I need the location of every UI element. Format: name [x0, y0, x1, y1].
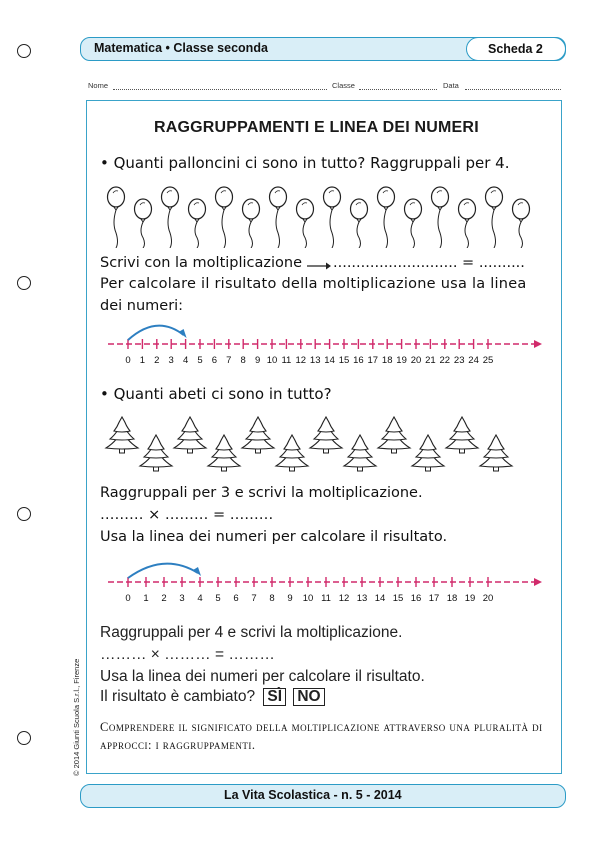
write-mult-blank: ........................... = ..........	[333, 255, 525, 271]
number-line-label: 19	[396, 355, 407, 366]
instr-line-2: dei numeri:	[100, 298, 184, 314]
balloon-icon	[243, 199, 260, 248]
number-line-label: 15	[392, 593, 404, 604]
blank-equation-1: ……… × ……… = ………	[100, 507, 274, 523]
fir-tree-icon	[378, 417, 410, 453]
learning-objective	[100, 718, 555, 754]
result-changed-row	[100, 688, 325, 706]
jump-arrowhead	[179, 329, 187, 338]
number-line-label: 24	[468, 355, 479, 366]
balloon-icon	[216, 187, 233, 248]
fir-tree-icon	[446, 417, 478, 453]
binder-hole-4	[17, 731, 31, 745]
binder-hole-1	[17, 44, 31, 58]
objective-line-1: Comprendere il significato della moltiplicazione attraverso una pluralità di	[100, 720, 543, 734]
number-line-label: 18	[446, 593, 458, 604]
number-line-label: 25	[482, 355, 494, 366]
group-by-4-instr: Raggruppali per 4 e scrivi la moltiplicazione.	[100, 624, 403, 641]
use-number-line-2: Usa la linea dei numeri per calcolare il risultato.	[100, 668, 425, 685]
binder-hole-3	[17, 507, 31, 521]
date-label: Data	[443, 81, 459, 90]
number-line-label: 4	[182, 355, 189, 366]
number-line-label: 16	[353, 355, 364, 366]
group-by-3-instr: Raggruppali per 3 e scrivi la moltiplicazione.	[100, 485, 423, 501]
number-line-arrowhead	[534, 340, 542, 348]
number-line-label: 16	[410, 593, 422, 604]
fir-tree-icon	[106, 417, 138, 453]
number-line-label: 6	[233, 593, 239, 604]
number-line-label: 9	[287, 593, 293, 604]
balloon-icon	[378, 187, 395, 248]
name-label: Nome	[88, 81, 109, 90]
number-line-label: 17	[428, 593, 440, 604]
write-mult-label: Scrivi con la moltiplicazione	[100, 255, 303, 271]
fir-tree-icon	[174, 417, 206, 453]
footer-text: La Vita Scolastica - n. 5 - 2014	[224, 788, 402, 802]
number-line-label: 0	[125, 593, 131, 604]
number-line-label: 19	[464, 593, 476, 604]
header-subject: Matematica • Classe seconda	[94, 41, 268, 55]
number-line-label: 20	[482, 593, 494, 604]
number-line-label: 18	[381, 355, 393, 366]
number-line-label: 10	[266, 355, 278, 366]
balloon-icon	[432, 187, 449, 248]
number-line-label: 2	[154, 355, 160, 366]
fir-tree-icon	[310, 417, 342, 453]
number-line-label: 23	[453, 355, 465, 366]
fir-trees-illustration	[104, 416, 524, 478]
number-line-label: 20	[410, 355, 422, 366]
number-line-label: 11	[321, 593, 331, 604]
arrow-icon	[307, 261, 331, 271]
number-line-label: 12	[338, 593, 350, 604]
number-line-label: 7	[226, 355, 232, 366]
fir-tree-icon	[344, 435, 376, 471]
balloon-icon	[351, 199, 368, 248]
balloon-icon	[162, 187, 179, 248]
copyright-note: © 2014 Giunti Scuola S.r.l., Firenze	[72, 658, 81, 776]
sheet-label: Scheda 2	[488, 42, 543, 56]
number-line-label: 14	[324, 355, 335, 366]
number-line-label: 12	[295, 355, 307, 366]
balloon-icon	[513, 199, 530, 248]
jump-arc	[128, 326, 184, 340]
balloons-illustration	[104, 186, 544, 248]
number-line-label: 10	[302, 593, 314, 604]
use-number-line-1: Usa la linea dei numeri per calcolare il risultato.	[100, 529, 448, 545]
yes-box[interactable]: SÌ	[263, 688, 286, 706]
number-line-label: 4	[197, 593, 203, 604]
number-line-label: 5	[215, 593, 221, 604]
number-line-label: 6	[211, 355, 218, 366]
page-title: RAGGRUPPAMENTI E LINEA DEI NUMERI	[154, 119, 479, 136]
number-line-label: 15	[338, 355, 350, 366]
number-line-20	[100, 556, 546, 610]
number-line-25	[100, 318, 546, 372]
number-line-label: 3	[179, 593, 185, 604]
number-line-label: 13	[356, 593, 368, 604]
fir-tree-icon	[242, 417, 274, 453]
number-line-label: 1	[143, 593, 149, 604]
number-line-label: 14	[374, 593, 386, 604]
fir-tree-icon	[412, 435, 444, 471]
balloon-icon	[405, 199, 422, 248]
number-line-label: 13	[309, 355, 321, 366]
number-line-label: 8	[269, 593, 275, 604]
number-line-label: 3	[168, 355, 174, 366]
balloon-icon	[459, 199, 476, 248]
fir-tree-icon	[208, 435, 240, 471]
date-line	[465, 89, 561, 90]
balloon-icon	[108, 187, 125, 248]
binder-hole-2	[17, 276, 31, 290]
class-label: Classe	[332, 81, 355, 90]
fir-tree-icon	[480, 435, 512, 471]
number-line-label: 21	[425, 355, 436, 366]
number-line-label: 8	[240, 355, 246, 366]
balloon-icon	[486, 187, 503, 248]
number-line-label: 0	[125, 355, 131, 366]
result-changed-question: Il risultato è cambiato?	[100, 688, 256, 705]
objective-line-2: approcci: i raggruppamenti.	[100, 738, 256, 752]
balloon-icon	[324, 187, 341, 248]
number-line-label: 22	[439, 355, 451, 366]
balloon-icon	[297, 199, 314, 248]
number-line-label: 5	[197, 355, 203, 366]
blank-equation-2: ……… × ……… = ………	[100, 646, 275, 663]
jump-arc	[128, 564, 198, 578]
balloon-icon	[189, 199, 206, 248]
name-line	[113, 89, 327, 90]
balloon-icon	[270, 187, 287, 248]
balloons-question: • Quanti palloncini ci sono in tutto? Raggruppali per 4.	[100, 154, 510, 172]
number-line-label: 9	[254, 355, 261, 366]
instr-line-1: Per calcolare il risultato della moltiplicazione usa la linea	[100, 276, 527, 292]
fir-tree-icon	[140, 435, 172, 471]
number-line-label: 17	[367, 355, 379, 366]
number-line-label: 11	[281, 355, 292, 366]
balloon-icon	[135, 199, 152, 248]
number-line-arrowhead	[534, 578, 542, 586]
no-box[interactable]: NO	[293, 688, 324, 706]
trees-question: • Quanti abeti ci sono in tutto?	[100, 385, 332, 403]
number-line-label: 7	[251, 593, 257, 604]
number-line-label: 2	[161, 593, 167, 604]
class-line	[359, 89, 437, 90]
number-line-label: 1	[139, 355, 146, 366]
fir-tree-icon	[276, 435, 308, 471]
